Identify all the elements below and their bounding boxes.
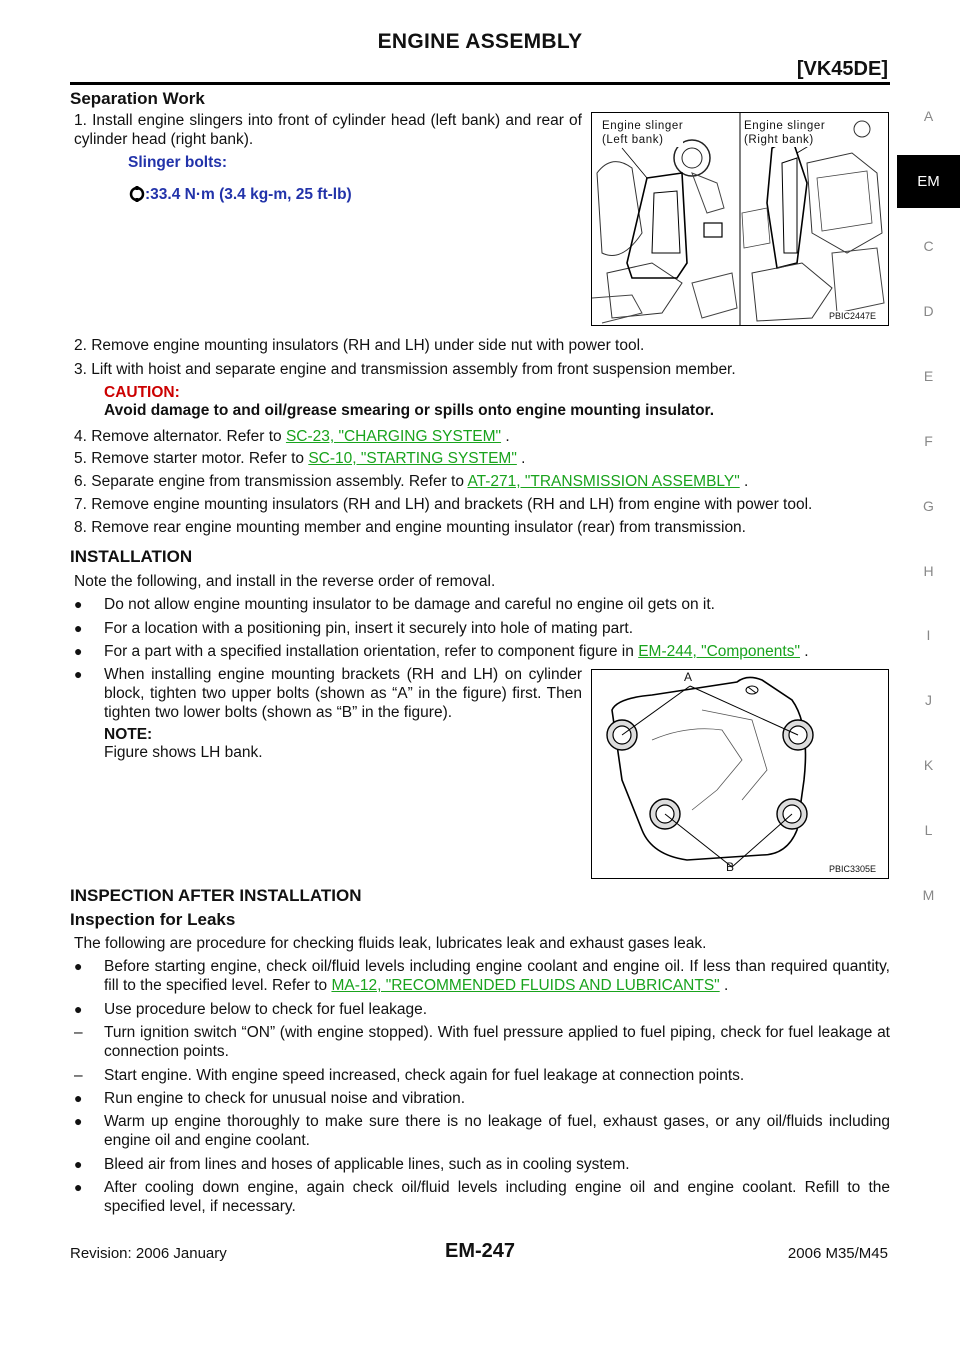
label-b: B [726,860,735,874]
dash-icon: – [74,1067,83,1084]
slinger-torque: :33.4 N·m (3.4 kg-m, 25 ft-lb) [145,186,352,203]
step-2: 2. Remove engine mounting insulators (RH and LH) under side nut with power tool. [74,337,645,354]
dash-icon: – [74,1024,83,1041]
leak-inspection-subheading: Inspection for Leaks [70,910,236,929]
link-at-271[interactable]: AT-271, "TRANSMISSION ASSEMBLY" [467,473,740,490]
figure2-code: PBIC3305E [828,864,876,874]
page-title: ENGINE ASSEMBLY [377,30,583,53]
index-c[interactable]: C [923,238,934,254]
step-3: 3. Lift with hoist and separate engine and transmission assembly from front suspension member. [74,361,736,378]
bullet-icon: ● [74,643,83,659]
inspection-heading: INSPECTION AFTER INSTALLATION [70,886,362,905]
inspect-bullet-1: ● Before starting engine, check oil/fluid levels including engine coolant and engine oil. If less than required quantity, fill to the specified level. Refer to MA-12, "RECOMMENDED FLUIDS AND LUBRICANTS" . [74,958,890,994]
engine-model: [VK45DE] [796,58,888,80]
step-1: 1. Install engine slingers into front of cylinder head (left bank) and rear of cylinder head (right bank). [74,112,582,148]
link-ma-12[interactable]: MA-12, "RECOMMENDED FLUIDS AND LUBRICANTS" [331,977,720,994]
install-bullet-3: ● For a part with a specified installation orientation, refer to component figure in EM-244, "Components" . [74,643,809,660]
index-em-active[interactable]: EM [897,155,960,208]
inspection-intro: The following are procedure for checking fluids leak, lubricates leak and exhaust gases leak. [74,935,707,952]
torque-wrench-icon [129,186,145,202]
note-label: NOTE: [104,726,153,743]
index-k[interactable]: K [923,757,934,773]
index-m[interactable]: M [922,887,935,903]
separation-heading: Separation Work [70,89,205,108]
install-bullet-2: ● For a location with a positioning pin, insert it securely into hole of mating part. [74,620,633,637]
link-em-244[interactable]: EM-244, "Components" [638,643,800,660]
link-sc-10[interactable]: SC-10, "STARTING SYSTEM" [308,450,517,467]
index-a[interactable]: A [923,108,934,124]
left-bank-label: Engine slinger (Left bank) [602,120,684,146]
index-h[interactable]: H [923,563,934,579]
mounting-bracket-illustration [592,670,888,878]
bullet-icon: ● [74,1156,83,1172]
inspect-bullet-3: ● Run engine to check for unusual noise and vibration. [74,1090,466,1107]
right-bank-label: Engine slinger (Right bank) [744,120,826,146]
index-l[interactable]: L [924,822,933,838]
bullet-icon: ● [74,1179,83,1195]
bullet-icon: ● [74,666,83,682]
mounting-bracket-figure [591,669,889,879]
label-a: A [684,670,693,684]
step-5: 5. Remove starter motor. Refer to SC-10, "STARTING SYSTEM" . [74,450,526,467]
inspect-dash-2: – Start engine. With engine speed increased, check again for fuel leakage at connection points. [74,1067,745,1084]
inspect-dash-1: – Turn ignition switch “ON” (with engine stopped). With fuel pressure applied to fuel piping, check for fuel leakage at connection points. [74,1024,890,1060]
index-e[interactable]: E [923,368,934,384]
engine-slinger-figure [591,112,889,326]
inspect-bullet-5: ● Bleed air from lines and hoses of applicable lines, such as in cooling system. [74,1156,630,1173]
install-bullet-4: ● When installing engine mounting brackets (RH and LH) on cylinder block, tighten two upper bolts (shown as “A” in the figure) first. Then tighten two lower bolts (shown as “B” in the figure). [74,666,582,721]
index-f[interactable]: F [924,433,933,449]
installation-heading: INSTALLATION [70,547,193,566]
link-sc-23[interactable]: SC-23, "CHARGING SYSTEM" [285,428,502,445]
footer-revision: Revision: 2006 January [70,1245,227,1262]
install-bullet-1: ● Do not allow engine mounting insulator to be damage and careful no engine oil gets on it. [74,596,715,613]
bullet-icon: ● [74,1090,83,1106]
caution-text: Avoid damage to and oil/grease smearing or spills onto engine mounting insulator. [104,402,715,419]
footer-page-number: EM-247 [444,1240,516,1262]
bullet-icon: ● [74,1113,83,1129]
index-d[interactable]: D [923,303,934,319]
inspect-bullet-6: ● After cooling down engine, again check oil/fluid levels including engine oil and engine coolant. Refill to the specified level, if necessary. [74,1179,890,1215]
step-7: 7. Remove engine mounting insulators (RH and LH) and brackets (RH and LH) from engine with power tool. [74,496,813,513]
bullet-icon: ● [74,958,83,974]
index-g[interactable]: G [923,498,934,514]
slinger-bolts-label: Slinger bolts: [128,154,228,171]
inspect-bullet-4: ● Warm up engine thoroughly to make sure there is no leakage of fuel, exhaust gases, or any oil/fluids including engine oil and engine coolant. [74,1113,890,1149]
index-j[interactable]: J [925,692,932,708]
inspect-bullet-2: ● Use procedure below to check for fuel leakage. [74,1001,428,1018]
bullet-icon: ● [74,596,83,612]
caution-label: CAUTION: [104,384,180,401]
index-i[interactable]: I [926,627,931,643]
footer-model: 2006 M35/M45 [787,1245,888,1262]
figure1-code: PBIC2447E [828,311,876,321]
step-6: 6. Separate engine from transmission assembly. Refer to AT-271, "TRANSMISSION ASSEMBLY" . [74,473,749,490]
installation-intro: Note the following, and install in the reverse order of removal. [74,573,496,590]
bullet-icon: ● [74,1001,83,1017]
bullet-icon: ● [74,620,83,636]
header-rule [70,82,890,85]
step-8: 8. Remove rear engine mounting member and engine mounting insulator (rear) from transmission. [74,519,746,536]
step-4: 4. Remove alternator. Refer to SC-23, "CHARGING SYSTEM" . [74,428,510,445]
note-text: Figure shows LH bank. [104,744,263,761]
